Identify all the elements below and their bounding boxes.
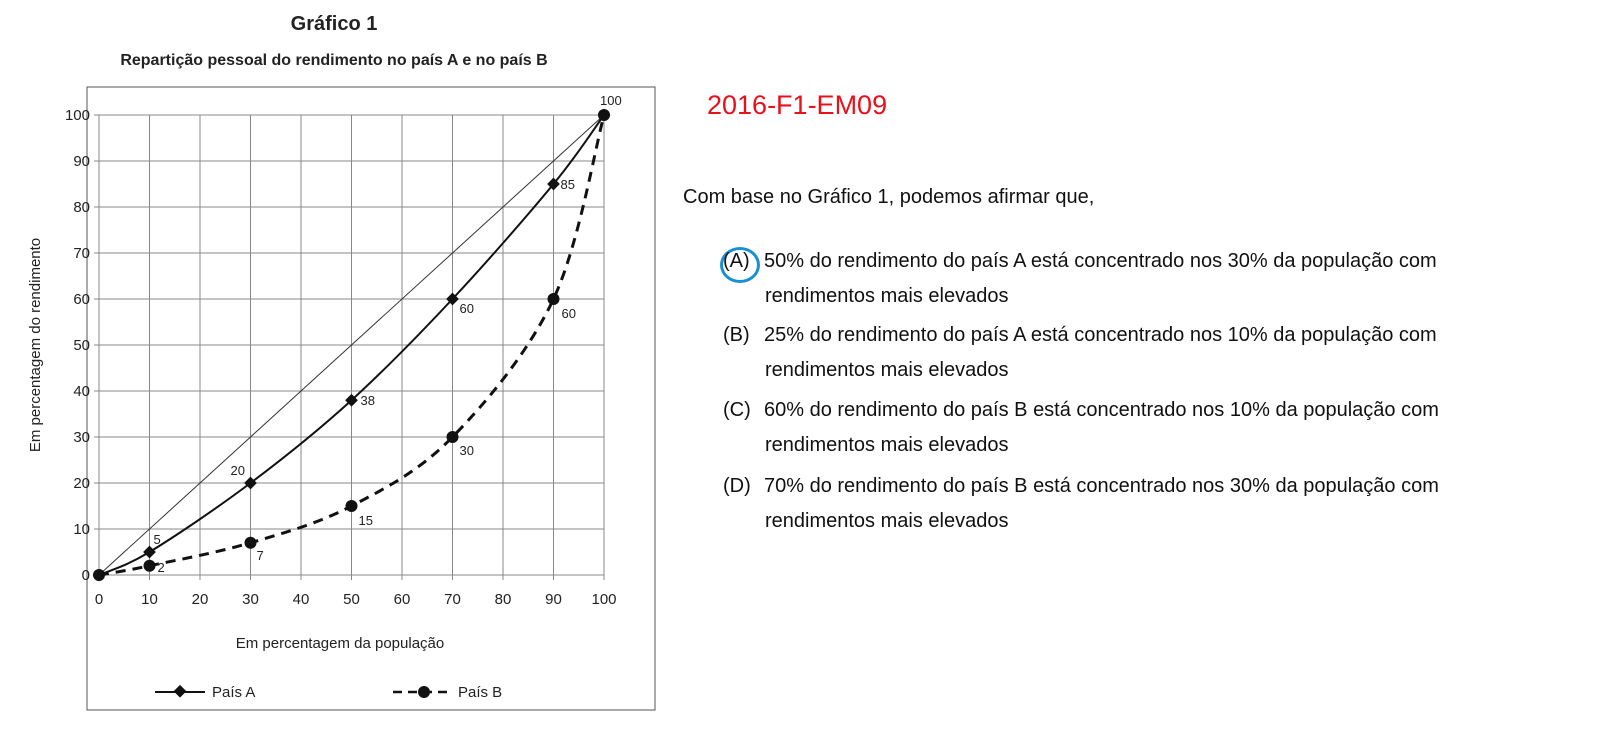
option-text: 60% do rendimento do país B está concentrado nos 10% da população com (764, 399, 1439, 421)
x-tick-label: 10 (141, 591, 158, 608)
option-text: 25% do rendimento do país A está concentrado nos 10% da população com (764, 324, 1437, 346)
option-label: (C) (723, 399, 751, 421)
data-label: 85 (560, 177, 575, 192)
series-layer (93, 93, 622, 581)
data-point-b (144, 560, 156, 572)
question-code: 2016-F1-EM09 (707, 90, 888, 120)
data-label: 5 (153, 532, 161, 547)
data-point-a (143, 546, 156, 559)
data-label: 60 (459, 301, 474, 316)
data-label: 38 (360, 393, 375, 409)
data-label: 2 (157, 559, 165, 575)
option-text-cont: rendimentos mais elevados (765, 510, 1009, 532)
x-tick-label: 70 (444, 591, 461, 608)
legend-marker-b (418, 686, 430, 698)
option-text-cont: rendimentos mais elevados (765, 359, 1009, 381)
y-tick-label: 50 (73, 337, 90, 354)
legend (155, 684, 502, 701)
x-tick-label: 90 (545, 591, 562, 608)
legend-label-b: País B (458, 684, 503, 701)
y-tick-label: 100 (64, 107, 90, 124)
data-point-b (598, 109, 610, 121)
option-text-cont: rendimentos mais elevados (765, 285, 1009, 307)
data-label: 7 (256, 547, 264, 563)
y-tick-label: 60 (73, 291, 90, 308)
y-axis-label: Em percentagem do rendimento (27, 237, 44, 453)
y-tick-label: 70 (73, 245, 90, 262)
y-tick-label: 10 (73, 521, 90, 538)
y-tick-label: 80 (73, 199, 90, 216)
chart-title: Gráfico 1 (290, 13, 378, 35)
x-tick-label: 100 (591, 591, 617, 608)
option-text: 70% do rendimento do país B está concentrado nos 30% da população com (764, 475, 1439, 497)
x-tick-label: 40 (292, 591, 310, 608)
legend-label-a: País A (212, 684, 256, 701)
y-tick-label: 20 (73, 475, 90, 492)
x-tick-label: 50 (343, 591, 360, 608)
option-label: (A) (723, 250, 750, 272)
data-point-b (93, 569, 105, 581)
question-stem: Com base no Gráfico 1, podemos afirmar que, (683, 186, 1095, 208)
data-point-b (245, 537, 257, 549)
option-text: 50% do rendimento do país A está concentrado nos 30% da população com (764, 250, 1437, 272)
data-label: 100 (600, 93, 622, 108)
tick-labels (65, 107, 617, 608)
data-label: 30 (459, 443, 474, 458)
legend-marker-a (174, 685, 187, 698)
option-label: (D) (723, 475, 751, 497)
x-tick-label: 80 (494, 591, 512, 608)
x-tick-label: 30 (242, 591, 259, 608)
x-tick-label: 20 (191, 591, 209, 608)
data-point-b (447, 431, 459, 443)
option-label: (B) (723, 324, 750, 346)
data-point-b (548, 293, 560, 305)
y-tick-label: 0 (81, 567, 90, 584)
option-text-cont: rendimentos mais elevados (765, 434, 1009, 456)
x-axis-label: Em percentagem da população (235, 635, 445, 652)
data-label: 60 (561, 306, 576, 321)
chart-subtitle: Repartição pessoal do rendimento no país A e no país B (120, 52, 548, 69)
x-tick-label: 60 (393, 591, 411, 608)
data-point-b (346, 500, 358, 512)
lorenz-chart (0, 0, 670, 745)
data-label: 15 (358, 513, 373, 528)
data-label: 20 (230, 463, 245, 478)
y-tick-label: 40 (73, 383, 90, 400)
y-tick-label: 30 (73, 429, 90, 446)
x-tick-label: 0 (94, 591, 104, 608)
y-tick-label: 90 (73, 153, 90, 170)
